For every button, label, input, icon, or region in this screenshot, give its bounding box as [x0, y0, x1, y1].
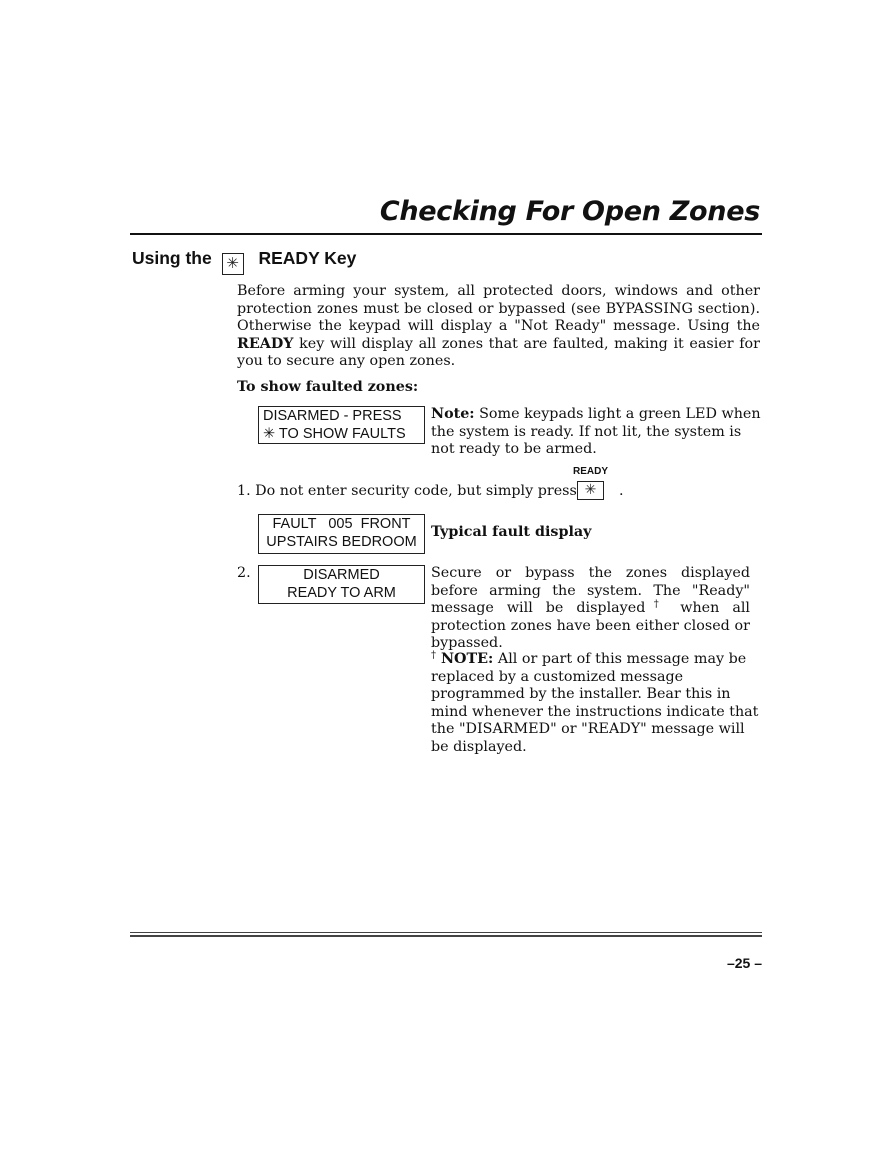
step-1-period: .: [619, 483, 624, 499]
step-2-text-1: Secure or bypass the zones displayed before arming the system. The "Ready" message will be displayed: [431, 565, 750, 617]
to-show-heading: To show faulted zones:: [237, 379, 419, 395]
footer-rule: [130, 932, 762, 933]
typical-fault-caption: Typical fault display: [431, 524, 592, 540]
note-label: Note:: [431, 406, 475, 422]
section-heading-prefix: Using the: [132, 248, 212, 268]
footnote: [431, 651, 761, 757]
star-key-icon: ✳: [222, 253, 244, 275]
step-2-number: 2.: [237, 565, 251, 581]
section-heading-suffix: READY Key: [258, 248, 357, 268]
lcd-line-1: DISARMED: [303, 567, 380, 583]
lcd-line-1: DISARMED - PRESS: [263, 408, 402, 424]
note-led: [431, 406, 761, 459]
footnote-text: All or part of this message may be replaced by a customized message programmed by the installer. Bear this in mind whenever the instructions indicate that the "DISARMED" or "READY" message will be displayed.: [431, 651, 759, 755]
step-2-text: [431, 565, 750, 653]
intro-paragraph: [237, 283, 760, 371]
intro-text-1: Before arming your system, all protected doors, windows and other protection zones must be closed or bypassed (see BYPASSING section). Otherwise the keypad will display a "Not Ready" message. Using the: [237, 283, 760, 335]
dagger-mark: †: [645, 599, 668, 611]
star-key-icon: ✳: [577, 481, 604, 500]
lcd-line-2: ✳ TO SHOW FAULTS: [263, 425, 406, 442]
dagger-mark: †: [431, 650, 436, 661]
title-rule: [130, 233, 762, 235]
keypad-display-ready: [258, 565, 425, 604]
chapter-title: Checking For Open Zones: [379, 196, 760, 227]
note-text: Some keypads light a green LED when the system is ready. If not lit, the system is not ready to be armed.: [431, 406, 761, 458]
step-1-text: 1. Do not enter security code, but simply press: [237, 483, 577, 499]
lcd-line-2: UPSTAIRS BEDROOM: [266, 533, 417, 550]
keypad-display-fault: [258, 514, 425, 554]
keypad-display-faults: [258, 406, 425, 444]
lcd-line-2: READY TO ARM: [287, 584, 396, 601]
intro-ready-bold: READY: [237, 335, 294, 352]
section-heading: [132, 248, 356, 275]
page-number: –25 –: [726, 955, 762, 971]
footer-rule: [130, 935, 762, 937]
footnote-label: NOTE:: [436, 651, 494, 667]
ready-key-label: READY: [573, 466, 609, 477]
intro-text-2: key will display all zones that are faulted, making it easier for you to secure any open zones.: [237, 335, 760, 370]
step-2-text-2: when all protection zones have been either closed or bypassed.: [431, 600, 751, 652]
lcd-line-1: FAULT 005 FRONT: [272, 516, 411, 532]
